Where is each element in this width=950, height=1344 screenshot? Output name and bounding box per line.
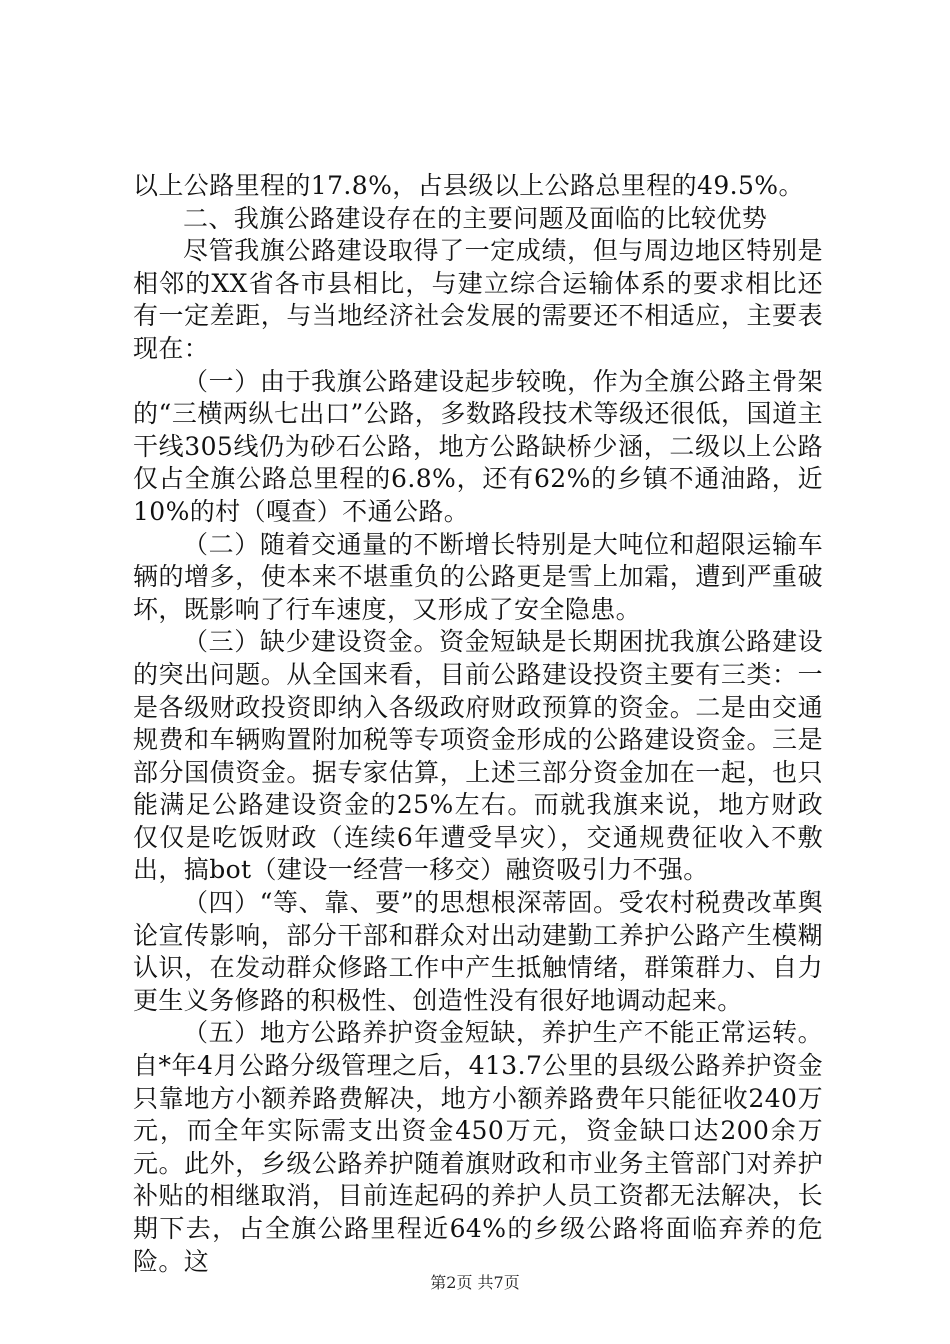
paragraph-item-4: （四）“等、靠、要”的思想根深蒂固。受农村税费改革舆论宣传影响，部分干部和群众对出动建勤工养护公路产生模糊认识，在发动群众修路工作中产生抵触情绪，群策群力、自力更生义务修路的积极性、创造性没有很好地调动起来。 [133,888,823,1015]
paragraph-intro: 尽管我旗公路建设取得了一定成绩，但与周边地区特别是相邻的XX省各市县相比，与建立综合运输体系的要求相比还有一定差距，与当地经济社会发展的需要还不相适应，主要表现在： [133,236,823,363]
paragraph-item-5: （五）地方公路养护资金短缺，养护生产不能正常运转。自*年4月公路分级管理之后，413.7公里的县级公路养护资金只靠地方小额养路费解决，地方小额养路费年只能征收240万元，而全年实际需支出资金450万元，资金缺口达200余万元。此外，乡级公路养护随着旗财政和市业务主管部门对养护补贴的相继取消，目前连起码的养护人员工资都无法解决，长期下去，占全旗公路里程近64%的乡级公路将面临弃养的危险。这 [133,1018,823,1276]
paragraph-item-1: （一）由于我旗公路建设起步较晚，作为全旗公路主骨架的“三横两纵七出口”公路，多数路段技术等级还很低，国道主干线305线仍为砂石公路，地方公路缺桥少涵，二级以上公路仅占全旗公路总里程的6.8%，还有62%的乡镇不通油路，近10%的村（嘎查）不通公路。 [133,366,823,526]
section-heading: 二、我旗公路建设存在的主要问题及面临的比较优势 [183,203,768,233]
paragraph-item-3: （三）缺少建设资金。资金短缺是长期困扰我旗公路建设的突出问题。从全国来看，目前公路建设投资主要有三类：一是各级财政投资即纳入各级政府财政预算的资金。二是由交通规费和车辆购置附加税等专项资金形成的公路建设资金。三是部分国债资金。据专家估算，上述三部分资金加在一起，也只能满足公路建设资金的25%左右。而就我旗来说，地方财政仅仅是吃饭财政（连续6年遭受旱灾），交通规费征收入不敷出，搞bot（建设一经营一移交）融资吸引力不强。 [133,627,823,885]
paragraph-item-2: （二）随着交通量的不断增长特别是大吨位和超限运输车辆的增多，使本来不堪重负的公路更是雪上加霜，遭到严重破坏，既影响了行车速度，又形成了安全隐患。 [133,529,823,624]
page-footer: 第2页 共7页 [430,1273,520,1292]
document-body [133,170,823,1278]
paragraph-continuation: 以上公路里程的17.8%，占县级以上公路总里程的49.5%。 [133,171,804,200]
